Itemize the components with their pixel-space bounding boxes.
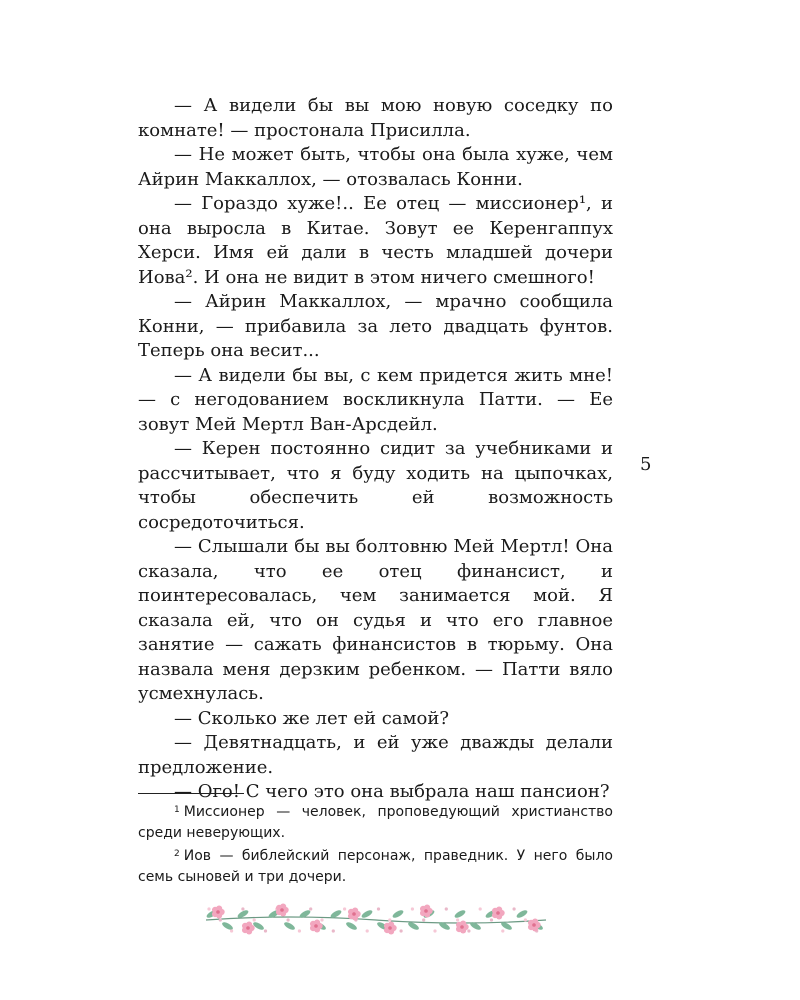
flower-shape xyxy=(276,903,289,916)
bud-shape xyxy=(264,929,267,932)
page-number: 5 xyxy=(640,454,652,475)
bud-shape xyxy=(366,929,369,932)
flower-center xyxy=(496,911,500,915)
paragraph: — Сколько же лет ей самой? xyxy=(174,707,449,729)
leaf-shape xyxy=(454,909,467,920)
bud-shape xyxy=(456,918,459,921)
flower-center xyxy=(532,923,536,927)
leaf-shape xyxy=(392,909,405,920)
bud-shape xyxy=(433,929,436,932)
paragraph: — А видели бы вы мою новую соседку по комнате! — простонала Присилла. xyxy=(138,95,613,141)
bud-shape xyxy=(388,918,391,921)
flower-shape xyxy=(384,921,397,934)
bud-shape xyxy=(524,918,527,921)
flower-center xyxy=(280,908,284,912)
paragraph: — Ого! С чего это она выбрала наш пансион? xyxy=(174,781,610,802)
flower-shape xyxy=(242,921,255,934)
bud-shape xyxy=(343,907,346,910)
bud-shape xyxy=(501,929,504,932)
flower-shape xyxy=(492,906,505,919)
bud-shape xyxy=(287,918,290,921)
paragraph: — Слышали бы вы болтовню Мей Мертл! Она сказала, что ее отец финансист, и поинтересовалась, чем занимается мой. Я сказала ей, что он судья и что его главное занятие — сажать финансистов в тюрьму. Она назвала меня дерзким ребенком. — Патти вяло усмехнулась. xyxy=(138,536,613,704)
bud-shape xyxy=(332,929,335,932)
flower-center xyxy=(388,926,392,930)
footnote-mark: 2 xyxy=(174,849,180,859)
flower-center xyxy=(216,910,220,914)
bud-shape xyxy=(479,907,482,910)
flower-center xyxy=(246,926,250,930)
bud-shape xyxy=(309,907,312,910)
flower-center xyxy=(314,924,318,928)
flower-shape xyxy=(212,905,225,918)
paragraph: — Гораздо хуже!.. Ее отец — миссионер¹, и она выросла в Китае. Зовут ее Керенгаппух Херси. Имя ей дали в честь младшей дочери Иова². И она не видит в этом ничего смешного! xyxy=(138,193,613,288)
bud-shape xyxy=(207,907,210,910)
bud-shape xyxy=(422,918,425,921)
footnote-text: Миссионер — человек, проповедующий христианство среди неверующих. xyxy=(138,804,613,841)
floral-garland-ornament xyxy=(204,898,548,942)
bud-shape xyxy=(467,929,470,932)
page-body xyxy=(138,94,613,805)
bud-shape xyxy=(230,929,233,932)
bud-shape xyxy=(377,907,380,910)
bud-shape xyxy=(445,907,448,910)
footnote-text: Иов — библейский персонаж, праведник. У него было семь сыновей и три дочери. xyxy=(138,848,613,885)
leaf-shape xyxy=(283,921,296,932)
bud-shape xyxy=(490,918,493,921)
flower-center xyxy=(352,912,356,916)
bud-shape xyxy=(298,929,301,932)
paragraph: — Девятнадцать, и ей уже дважды делали предложение. xyxy=(138,732,613,778)
paragraph: — Не может быть, чтобы она была хуже, чем Айрин Маккаллох, — отозвалась Конни. xyxy=(138,144,613,190)
paragraph: — Айрин Маккаллох, — мрачно сообщила Конни, — прибавила за лето двадцать фунтов. Теперь она весит... xyxy=(138,291,613,361)
flower-shape xyxy=(310,919,323,932)
bud-shape xyxy=(411,907,414,910)
footnote-divider xyxy=(138,793,244,794)
leaf-shape xyxy=(345,921,358,932)
footnote xyxy=(138,800,613,844)
footnotes xyxy=(138,800,613,888)
footnote xyxy=(138,844,613,888)
flower-center xyxy=(460,925,464,929)
bud-shape xyxy=(400,929,403,932)
bud-shape xyxy=(320,918,323,921)
leaf-shape xyxy=(361,909,374,920)
paragraph: — Керен постоянно сидит за учебниками и рассчитывает, что я буду ходить на цыпочках, чтобы обеспечить ей возможность сосредоточиться. xyxy=(138,438,613,533)
bud-shape xyxy=(241,907,244,910)
bud-shape xyxy=(513,907,516,910)
paragraph: — А видели бы вы, с кем придется жить мне! — с негодованием воскликнула Патти. — Ее зовут Мей Мертл Ван-Арсдейл. xyxy=(138,364,613,435)
footnote-mark: 1 xyxy=(174,805,180,815)
bud-shape xyxy=(219,918,222,921)
flower-center xyxy=(424,909,428,913)
bud-shape xyxy=(253,918,256,921)
leaf-shape xyxy=(516,909,529,920)
